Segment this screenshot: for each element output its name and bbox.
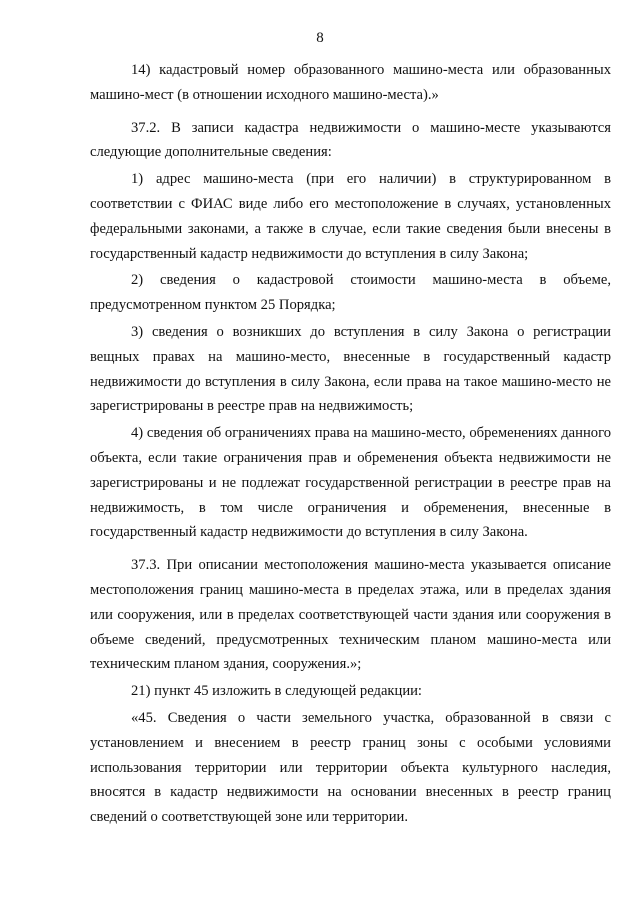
paragraph-item-4-restrictions: 4) сведения об ограничениях права на машино-место, обременениях данного объекта, если такие ограничения прав и обременения объекта недвижимости не зарегистрированы и не подлежат государственной регистрации в реестре прав на недвижимость, в том числе ограничения и обременения, внесенные в государственный кадастр недвижимости до вступления в силу Закона. — [90, 425, 611, 541]
paragraph-item-1-address: 1) адрес машино-места (при его наличии) в структурированном в соответствии с ФИАС виде либо его местоположение в случаях, установленных федеральными законами, а также в случае, если такие сведения были внесены в государственный кадастр недвижимости до вступления в силу Закона; — [90, 171, 611, 262]
paragraph-37-2: 37.2. В записи кадастра недвижимости о машино-месте указываются следующие дополнительные сведения: — [90, 119, 611, 161]
paragraph-45: «45. Сведения о части земельного участка, образованной в связи с установлением и внесением в реестр границ зоны с особыми условиями использования территории или территории объекта культурного наследия, вносятся в кадастр недвижимости на основании внесенных в реестр границ сведений о соответствующей зоне или территории. — [90, 709, 611, 826]
paragraph-item-3-rights: 3) сведения о возникших до вступления в силу Закона о регистрации вещных правах на машино-место, внесенные в государственный кадастр недвижимости до вступления в силу Закона, если права на такое машино-место не зарегистрированы в реестре прав на недвижимость; — [90, 323, 611, 415]
paragraph-item-21: 21) пункт 45 изложить в следующей редакции: — [131, 683, 422, 700]
paragraph-37-3: 37.3. При описании местоположения машино-места указывается описание местоположения границ машино-места в пределах этажа, или в пределах здания или сооружения, или в пределах соответствующей части здания или сооружения в объеме сведений, предусмотренных техническим планом машино-места или техническим планом здания, сооружения.»; — [90, 557, 611, 673]
paragraph-item-14: 14) кадастровый номер образованного машино-места или образованных машино-мест (в отношении исходного машино-места).» — [90, 62, 611, 103]
page-number: 8 — [316, 30, 324, 46]
document-body — [90, 58, 611, 830]
paragraph-item-2-cadastral-value: 2) сведения о кадастровой стоимости машино-места в объеме, предусмотренном пунктом 25 Порядка; — [90, 272, 611, 314]
